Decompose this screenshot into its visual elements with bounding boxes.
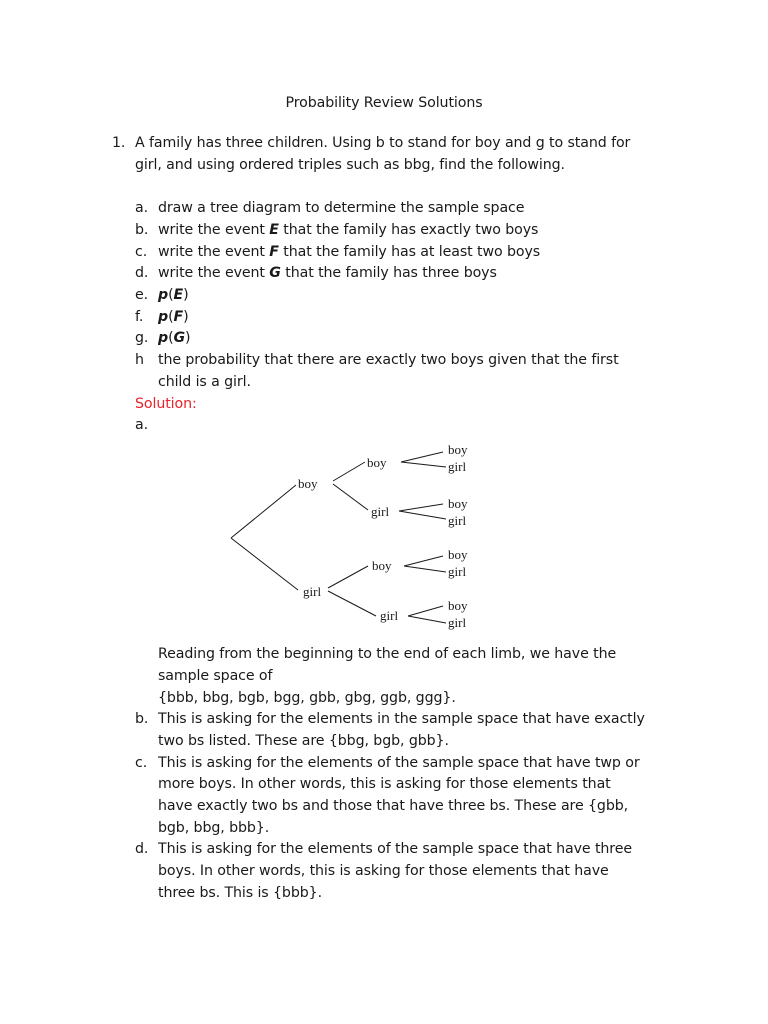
paren-open: ( [168, 309, 174, 325]
event-e-symbol: E [269, 222, 279, 238]
solution-b-text1: This is asking for the elements in the sample space that have exactly [158, 711, 645, 727]
leaf-bgg: girl [448, 513, 467, 528]
branch-ggb [408, 606, 443, 616]
part-d-pre: write the event [158, 265, 270, 281]
problem-number: 1. [112, 135, 126, 151]
branch-boy-boy [333, 462, 365, 481]
branch-boy-girl [333, 484, 368, 510]
part-d-post: that the family has three boys [280, 265, 497, 281]
solution-c-label: c. [135, 755, 148, 771]
part-b-post: that the family has exactly two boys [278, 222, 539, 238]
solution-a-text3: {bbb, bbg, bgb, bgg, gbb, gbg, ggb, ggg}. [158, 690, 456, 706]
solution-c-text1: This is asking for the elements of the sample space that have twp or [158, 755, 640, 771]
solution-a-text1: Reading from the beginning to the end of each limb, we have the [158, 646, 617, 662]
leaf-gbb: boy [448, 547, 468, 562]
paren-close: ) [185, 330, 191, 346]
paren-close: ) [183, 287, 189, 303]
solution-d-label: d. [135, 841, 149, 857]
solution-a-text2: sample space of [158, 668, 273, 684]
paren-close: ) [183, 309, 189, 325]
prob-p-symbol: p [158, 309, 169, 325]
branch-girl-boy [328, 566, 368, 588]
part-b-label: b. [135, 222, 149, 238]
leaf-ggg: girl [448, 615, 467, 630]
page-title: Probability Review Solutions [285, 95, 483, 111]
node-girl-girl: girl [380, 608, 399, 623]
part-g-label: g. [135, 330, 149, 346]
branch-bbg [401, 462, 446, 467]
part-f-label: f. [135, 309, 144, 325]
part-e-label: e. [135, 287, 149, 303]
node-girl-boy: boy [372, 558, 392, 573]
branch-gbb [404, 556, 443, 566]
branch-bbb [401, 452, 443, 462]
node-boy-boy: boy [367, 455, 387, 470]
branch-bgg [399, 511, 446, 519]
problem-intro-line1: A family has three children. Using b to stand for boy and g to stand for [135, 135, 631, 151]
solution-d-text2: boys. In other words, this is asking for those elements that have [158, 863, 609, 879]
part-h-line1: the probability that there are exactly two boys given that the first [158, 352, 619, 368]
leaf-bbg: girl [448, 459, 467, 474]
part-c-pre: write the event [158, 244, 270, 260]
leaf-bgb: boy [448, 496, 468, 511]
node-girl: girl [303, 584, 322, 599]
prob-var: E [173, 287, 184, 303]
part-c-post: that the family has at least two boys [278, 244, 541, 260]
prob-var: G [173, 330, 186, 346]
solution-d-text3: three bs. This is {bbb}. [158, 885, 322, 901]
part-h-line2: child is a girl. [158, 374, 251, 390]
event-g-symbol: G [269, 265, 281, 281]
solution-heading: Solution: [135, 396, 197, 412]
prob-p-symbol: p [158, 287, 169, 303]
part-a-label: a. [135, 200, 149, 216]
node-boy-girl: girl [371, 504, 390, 519]
solution-b-label: b. [135, 711, 149, 727]
part-h-label: h [135, 352, 144, 368]
node-boy: boy [298, 476, 318, 491]
branch-root-boy [231, 485, 296, 538]
part-c-label: c. [135, 244, 148, 260]
part-b-pre: write the event [158, 222, 270, 238]
paren-open: ( [168, 287, 174, 303]
solution-c-text4: bgb, bbg, bbb}. [158, 820, 270, 836]
leaf-gbg: girl [448, 564, 467, 579]
leaf-ggb: boy [448, 598, 468, 613]
part-d-label: d. [135, 265, 149, 281]
problem-intro-line2: girl, and using ordered triples such as bbg, find the following. [135, 157, 565, 173]
solution-c-text3: have exactly two bs and those that have three bs. These are {gbb, [158, 798, 629, 814]
branch-ggg [408, 616, 446, 623]
event-f-symbol: F [269, 244, 279, 260]
branch-bgb [399, 504, 443, 511]
part-a-text: draw a tree diagram to determine the sample space [158, 200, 525, 216]
paren-open: ( [168, 330, 174, 346]
solution-c-text2: more boys. In other words, this is asking for those elements that [158, 776, 611, 792]
prob-p-symbol: p [158, 330, 169, 346]
leaf-bbb: boy [448, 442, 468, 457]
prob-var: F [173, 309, 184, 325]
solution-d-text1: This is asking for the elements of the sample space that have three [158, 841, 632, 857]
solution-a-label: a. [135, 417, 149, 433]
branch-root-girl [231, 538, 298, 590]
branch-girl-girl [328, 591, 376, 616]
solution-b-text2: two bs listed. These are {bbg, bgb, gbb}. [158, 733, 449, 749]
branch-gbg [404, 566, 446, 572]
